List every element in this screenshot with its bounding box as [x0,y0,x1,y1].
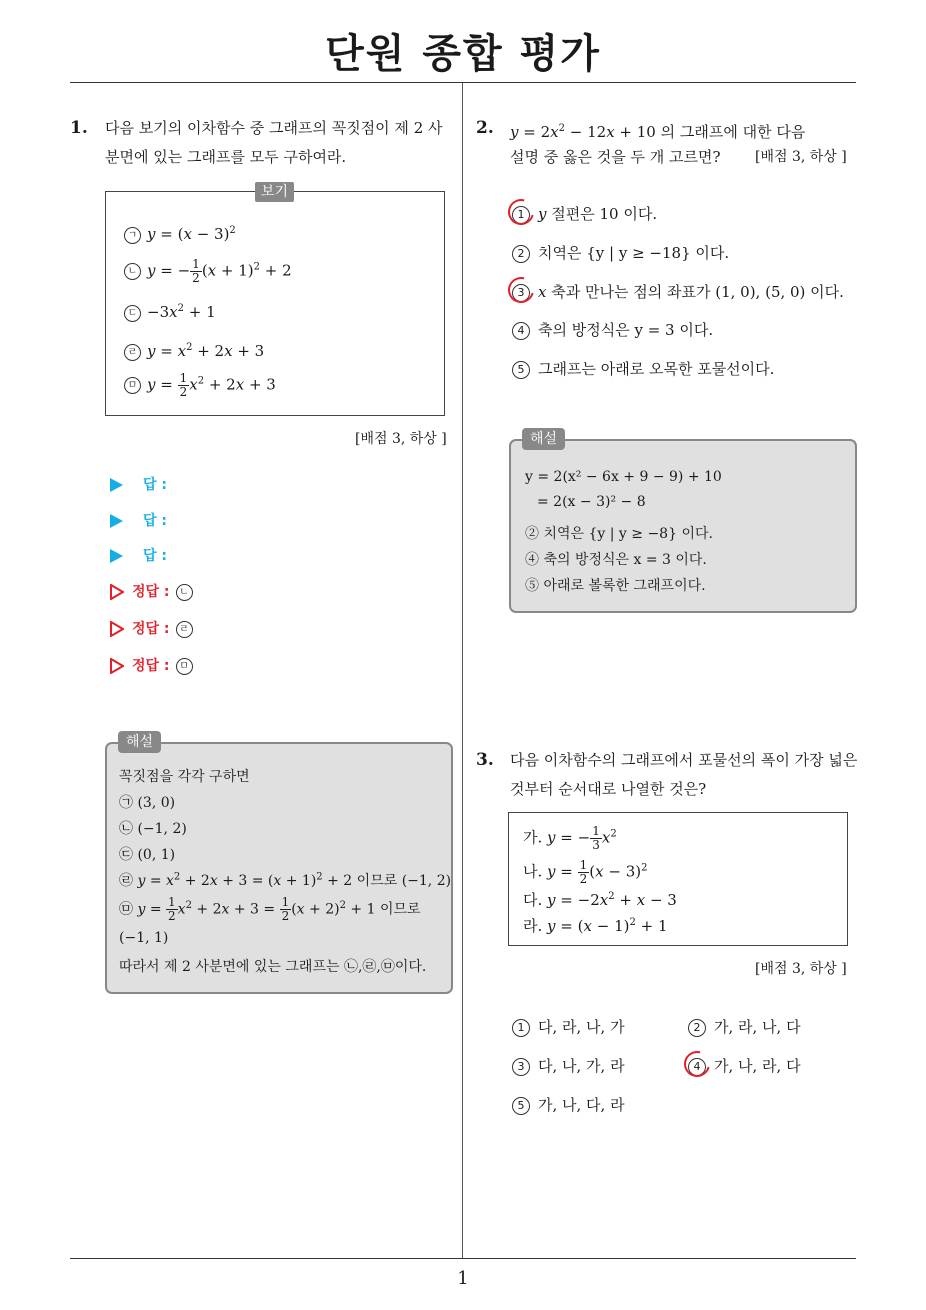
bogi-mark: ㄴ [124,263,141,280]
answer-label: 답 : [143,513,167,529]
bogi-label: 보기 [255,182,294,202]
choice-number: 1 [512,206,530,224]
q2-choice-5[interactable]: 5 그래프는 아래로 오목한 포물선이다. [512,358,774,379]
q3-list-item: 라. $y = (x - 1)^2 + 1$ [523,917,668,935]
q2-solution-box [509,439,857,613]
play-triangle-icon [110,514,123,528]
q2-choice-2[interactable]: 2 치역은 {y | y ≥ −18} 이다. [512,242,729,263]
sol1-line4: ㉢ (0, 1) [119,847,176,863]
sol1-line8: 따라서 제 2 사분면에 있는 그래프는 ㉡,㉣,㉤이다. [119,959,427,975]
q1-solution-label: 해설 [118,731,161,753]
key-label: 정답 : [132,621,170,637]
outline-triangle-icon [110,621,124,637]
header-rule [70,82,856,83]
sol1-line6: ㉤ y = $\frac{1}{2}$ $x^2 + 2x + 3$ = $\frac{1}{2}$ $(x + 2)^2 + 1$ 이므로 [119,895,421,923]
q2-solution-label: 해설 [522,428,565,450]
page-number: 1 [457,1268,469,1289]
sol1-line5: ㉣ $y = x^2 + 2x + 3 = (x + 1)^2 + 2$ 이므로 (−1, 2) [119,871,452,889]
q2-meta: [배점 3, 하상 ] [755,149,847,165]
key-row [110,581,199,601]
selected-mark-icon [503,272,539,308]
q2-choice-1[interactable]: 1 y 절편은 10 이다. [512,203,657,224]
bogi-box [105,191,445,416]
key-row [110,618,199,638]
sol2-line1: y = 2(x² − 6x + 9 − 9) + 10 [525,469,722,485]
q3-list-item: 다. $y = -2x^2 + x - 3$ [523,891,677,909]
bogi-item-1: ㄱ $y = (x - 3)^2$ [124,225,236,244]
answer-row[interactable] [110,545,167,565]
q2-text-line1: $y = 2x^2 - 12x + 10$ 의 그래프에 대한 다음 [510,123,806,141]
bogi-item-2: ㄴ y = − $\frac{1}{2}$ $(x + 1)^2 + 2$ [124,258,292,285]
choice-number: 5 [512,1097,530,1115]
choice-number: 2 [688,1019,706,1037]
play-triangle-icon [110,549,123,563]
q2-choice-4[interactable]: 4 축의 방정식은 y = 3 이다. [512,319,713,340]
choice-number: 4 [688,1058,706,1076]
sol1-line1: 꼭짓점을 각각 구하면 [119,769,250,785]
key-label: 정답 : [132,658,170,674]
selected-mark-icon [679,1046,715,1082]
choice-number: 5 [512,361,530,379]
choice-number: 3 [512,1058,530,1076]
sol2-line2: = 2(x − 3)² − 8 [537,494,646,510]
choice-number: 1 [512,1019,530,1037]
answer-label: 답 : [143,477,167,493]
q2-choice-3[interactable]: 3 x 축과 만나는 점의 좌표가 (1, 0), (5, 0) 이다. [512,281,844,302]
q1-text-line2: 분면에 있는 그래프를 모두 구하여라. [105,148,347,166]
q3-choice-2[interactable]: 2 가, 라, 나, 다 [688,1016,801,1037]
q3-list-box [508,812,848,946]
sol1-line2: ㉠ (3, 0) [119,795,176,811]
sol1-line7: (−1, 1) [119,930,169,946]
q3-choice-3[interactable]: 3 다, 나, 가, 라 [512,1055,625,1076]
bogi-mark: ㄱ [124,227,141,244]
play-triangle-icon [110,478,123,492]
choice-number: 3 [512,284,530,302]
q1-meta: [배점 3, 하상 ] [355,431,447,447]
q1-number: 1. [70,118,88,138]
q3-choice-4[interactable]: 4 가, 나, 라, 다 [688,1055,801,1076]
selected-mark-icon [503,194,539,230]
q3-number: 3. [476,750,494,770]
q3-text-line1: 다음 이차함수의 그래프에서 포물선의 폭이 가장 넓은 [510,751,858,769]
choice-number: 2 [512,245,530,263]
page-title: 단원 종합 평가 [325,31,601,77]
bogi-item-3: ㄷ $-3x^2 + 1$ [124,303,216,322]
q1-text-line1: 다음 보기의 이차함수 중 그래프의 꼭짓점이 제 2 사 [105,119,443,137]
q2-number: 2. [476,118,494,138]
q3-list-item: 가. y = − $\frac{1}{3}$ $x^2$ [523,824,617,852]
q2-text-line2: 설명 중 옳은 것을 두 개 고르면? [510,148,721,166]
q3-text-line2: 것부터 순서대로 나열한 것은? [510,780,707,798]
sol1-line3: ㉡ (−1, 2) [119,821,187,837]
column-divider [462,83,463,1258]
choice-number: 4 [512,322,530,340]
key-row [110,655,199,675]
sol2-line4: ④ 축의 방정식은 x = 3 이다. [525,552,707,568]
q1-solution-box [105,742,453,994]
bogi-mark: ㅁ [124,377,141,394]
key-value: ㅁ [176,658,193,675]
q3-meta: [배점 3, 하상 ] [755,961,847,977]
q3-list-item: 나. y = $\frac{1}{2}$ $(x - 3)^2$ [523,858,648,886]
bogi-mark: ㄷ [124,305,141,322]
key-label: 정답 : [132,584,170,600]
bogi-mark: ㄹ [124,344,141,361]
outline-triangle-icon [110,658,124,674]
key-value: ㄹ [176,621,193,638]
bogi-item-4: ㄹ $y = x^2 + 2x + 3$ [124,342,264,361]
q3-choice-5[interactable]: 5 가, 나, 다, 라 [512,1094,625,1115]
key-value: ㄴ [176,584,193,601]
sol2-line5: ⑤ 아래로 볼록한 그래프이다. [525,578,706,594]
answer-row[interactable] [110,510,167,530]
bogi-item-5: ㅁ y = $\frac{1}{2}$ $x^2 + 2x + 3$ [124,372,276,399]
footer-rule [70,1258,856,1259]
q3-choice-1[interactable]: 1 다, 라, 나, 가 [512,1016,625,1037]
outline-triangle-icon [110,584,124,600]
answer-label: 답 : [143,548,167,564]
sol2-line3: ② 치역은 {y | y ≥ −8} 이다. [525,526,713,542]
answer-row[interactable] [110,474,167,494]
